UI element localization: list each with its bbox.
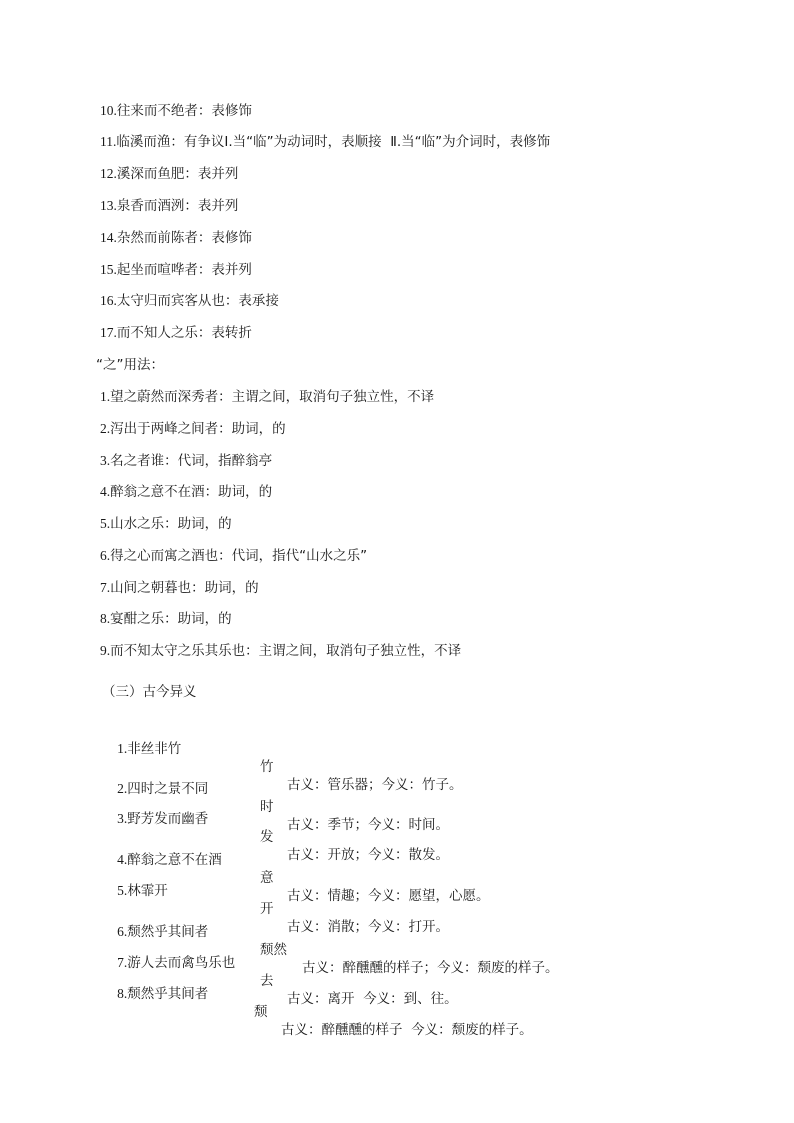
zhi-usage-item [100, 452, 272, 470]
word: 意 [260, 870, 274, 886]
phrase: 醉翁之意不在酒 [127, 852, 222, 868]
phrase: 颓然乎其间者 [127, 924, 209, 940]
er-usage-item [100, 165, 238, 183]
section-heading: （三）古今异义 [102, 684, 197, 700]
item-text: 杂然而前陈者：表修饰 [116, 230, 252, 246]
meaning: 古义：开放；今义：散发。 [287, 847, 449, 863]
item-number: 4. [117, 852, 128, 867]
word: 颓然 [260, 942, 287, 958]
phrase: 颓然乎其间者 [127, 986, 209, 1002]
item-number: 10. [100, 103, 117, 118]
meaning: 古义：情趣；今义：愿望，心愿。 [287, 888, 490, 904]
item-number: 11. [100, 134, 117, 149]
item-number: 14. [100, 230, 117, 245]
item-number: 2. [100, 421, 111, 436]
zhi-usage-item [100, 515, 232, 533]
item-number: 7. [100, 580, 111, 595]
item-number: 1. [100, 389, 111, 404]
word: 去 [260, 973, 274, 989]
item-number: 8. [100, 611, 111, 626]
item-number: 12. [100, 166, 117, 181]
zhi-usage-heading: “之”用法： [96, 357, 164, 373]
zhi-usage-item [100, 547, 367, 565]
er-usage-item [100, 261, 252, 279]
item-text: 得之心而寓之酒也：代词，指代“山水之乐” [110, 548, 368, 564]
zhi-usage-item [100, 420, 286, 438]
phrase: 游人去而禽鸟乐也 [127, 955, 236, 971]
word: 发 [260, 829, 274, 845]
meaning: 古义：季节；今义：时间。 [287, 817, 449, 833]
item-text: 而不知太守之乐其乐也：主谓之间，取消句子独立性，不译 [110, 643, 462, 659]
item-number: 4. [100, 484, 111, 499]
item-text: 宴酣之乐：助词，的 [110, 611, 232, 627]
phrase: 非丝非竹 [127, 741, 182, 757]
item-number: 9. [100, 643, 111, 658]
er-usage-item [100, 102, 252, 120]
meaning: 古义：消散；今义：打开。 [287, 919, 449, 935]
item-text: 泉香而酒洌：表并列 [116, 198, 239, 214]
item-text: 起坐而喧哗者：表并列 [116, 262, 252, 278]
er-usage-item [100, 292, 279, 310]
item-number: 5. [117, 883, 128, 898]
item-number: 16. [100, 293, 117, 308]
er-usage-item [100, 324, 252, 342]
item-number: 15. [100, 262, 117, 277]
zhi-usage-item [100, 579, 259, 597]
item-text: 泻出于两峰之间者：助词，的 [110, 421, 286, 437]
word: 竹 [260, 759, 274, 775]
item-number: 3. [117, 811, 128, 826]
item-number: 6. [100, 548, 111, 563]
meaning: 古义：醉醺醺的样子 今义：颓废的样子。 [281, 1022, 533, 1038]
zhi-usage-item [100, 610, 232, 628]
item-text: 溪深而鱼肥：表并列 [116, 166, 239, 182]
item-text: 醉翁之意不在酒：助词，的 [110, 484, 273, 500]
item-text: 名之者谁：代词，指醉翁亭 [110, 453, 273, 469]
item-number: 13. [100, 198, 117, 213]
item-number: 7. [117, 955, 128, 970]
meaning: 古义：醉醺醺的样子；今义：颓废的样子。 [302, 960, 559, 976]
word: 颓 [254, 1004, 268, 1020]
phrase: 四时之景不同 [127, 781, 209, 797]
meaning: 古义：离开 今义：到、往。 [287, 991, 458, 1007]
item-text: 而不知人之乐：表转折 [116, 325, 252, 341]
item-text: 山间之朝暮也：助词，的 [110, 580, 259, 596]
item-text: 临溪而渔：有争议Ⅰ.当“临”为动词时，表顺接 Ⅱ.当“临”为介词时，表修饰 [116, 134, 551, 150]
item-number: 2. [117, 781, 128, 796]
item-number: 5. [100, 516, 111, 531]
phrase: 林霏开 [127, 883, 168, 899]
er-usage-item [100, 133, 550, 151]
item-number: 1. [117, 741, 128, 756]
item-text: 太守归而宾客从也：表承接 [116, 293, 279, 309]
item-number: 6. [117, 924, 128, 939]
item-text: 往来而不绝者：表修饰 [116, 103, 252, 119]
word: 时 [260, 799, 274, 815]
item-number: 8. [117, 986, 128, 1001]
er-usage-item [100, 229, 252, 247]
zhi-usage-item [100, 642, 461, 660]
item-number: 17. [100, 325, 117, 340]
er-usage-item [100, 197, 238, 215]
phrase: 野芳发而幽香 [127, 811, 209, 827]
item-text: 山水之乐：助词，的 [110, 516, 232, 532]
zhi-usage-item [100, 483, 272, 501]
item-number: 3. [100, 453, 111, 468]
zhi-usage-item [100, 388, 434, 406]
meaning: 古义：管乐器；今义：竹子。 [287, 777, 463, 793]
word: 开 [260, 901, 274, 917]
item-text: 望之蔚然而深秀者：主谓之间，取消句子独立性，不译 [110, 389, 435, 405]
